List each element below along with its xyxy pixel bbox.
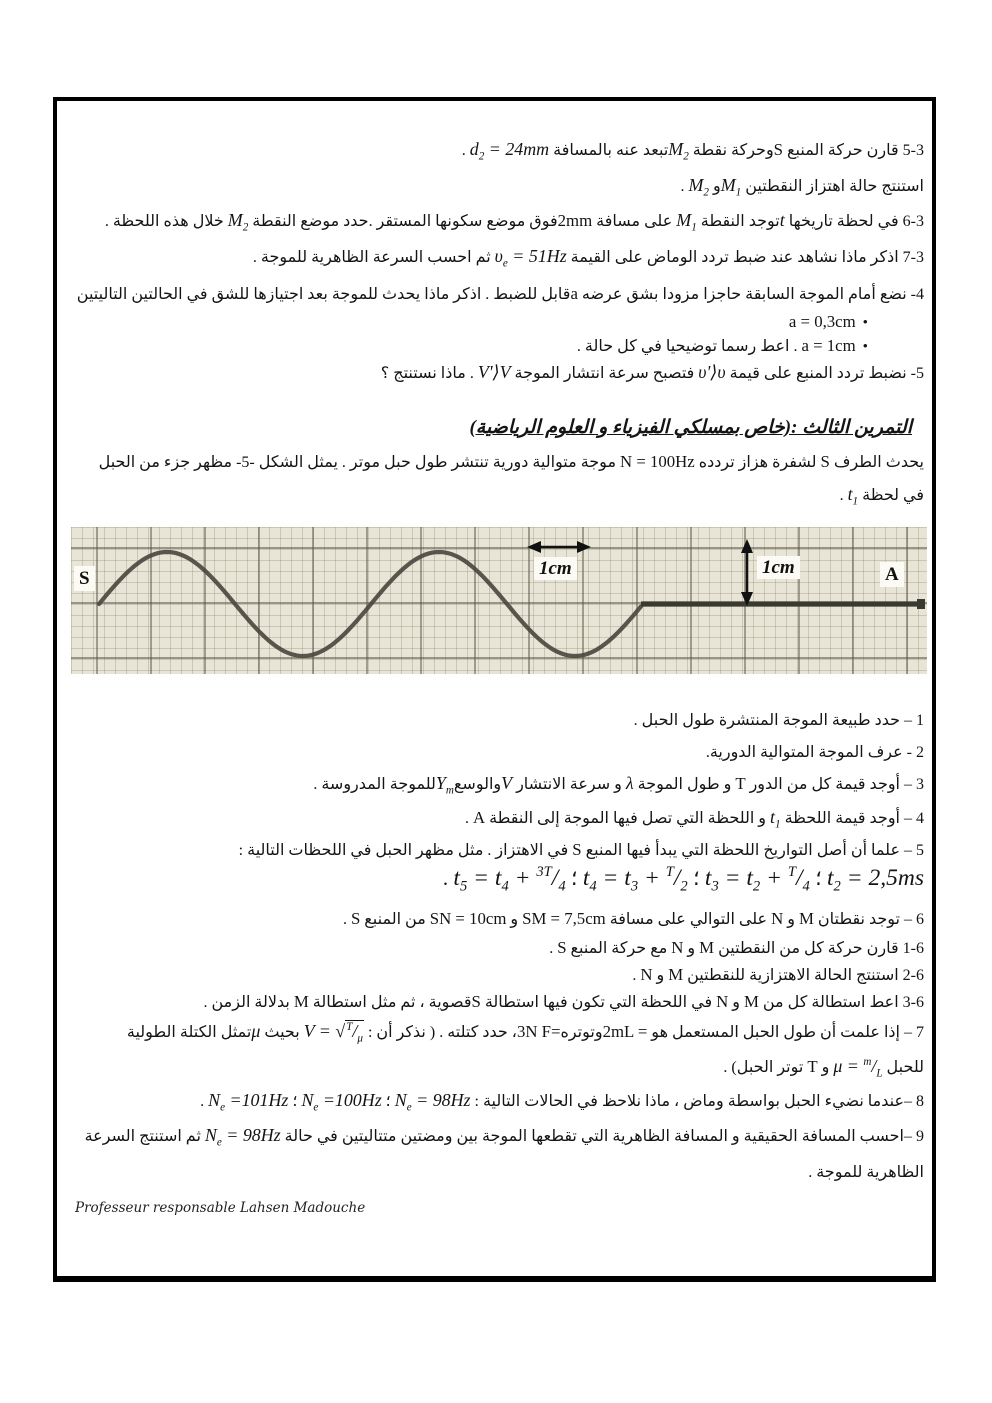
q4-case-1: •a = 0,3cm bbox=[788, 312, 868, 331]
question-6-3: 3-6 اعط استطالة كل من M و N في اللحظة التي تكون فيها استطالة Sقصوية ، ثم مثل استطالة M بدلالة الزمن . bbox=[203, 992, 924, 1011]
q3-5: 5-3 قارن حركة المنبع Sوحركة نقطة $M_2تبعد$ عنه بالمسافة $d_2 = 24mm$ . bbox=[461, 139, 924, 163]
question-9: 9 –احسب المسافة الحقيقية و المسافة الظاهرية التي تقطعها الموجة بين ومضتين متتاليتين في حالة $N_e = 98Hz$ ثم استنتج السرعة bbox=[84, 1125, 924, 1149]
question-7: 7 – إذا علمت أن طول الحبل المستعمل هو 2mL =وتوتره3N F=، حدد كتلته . ( نذكر أن : $V = √^T/_\mu$ بحيث μتمثل الكتلة الطولية bbox=[126, 1021, 924, 1045]
question-6-2: 2-6 استنتج الحالة الاهتزازية للنقطتين M و N . bbox=[632, 965, 924, 984]
question-1: 1 – حدد طبيعة الموجة المنتشرة طول الحبل . bbox=[633, 712, 924, 729]
question-6-1: 1-6 قارن حركة كل من النقطتين M و N مع حركة المنبع S . bbox=[549, 938, 924, 957]
question-9-b: الظاهرية للموجة . bbox=[808, 1164, 924, 1181]
q3-5-b: استنتج حالة اهتزاز النقطتين $M_1و$ $M_2$ . bbox=[680, 175, 924, 199]
question-4: 4 – أوجد قيمة اللحظة $t_1$ و اللحظة التي تصل فيها الموجة إلى النقطة A . bbox=[464, 807, 924, 831]
q3-6: 6-3 في لحظة تاريخها tتوجد النقطة $M_1$ على مسافة 2mmفوق موضع سكونها المستقر .حدد موضع النقطة $M_2$ خلال هذه اللحظة . bbox=[104, 210, 924, 234]
question-5: 5 – علما أن أصل التواريخ اللحظة التي يبدأ فيها المنبع S في الاهتزاز . مثل مظهر الحبل في اللحظات التالية : bbox=[238, 840, 924, 859]
end-point-label: A bbox=[880, 562, 904, 587]
intro-line-2: في لحظة $t_1$ . bbox=[839, 484, 924, 508]
q5: 5- نضبط تردد المنبع على قيمة υ'⟩υ فتصبح سرعة انتشار الموجة V'⟩V . ماذا نستنتج ؟ bbox=[380, 362, 924, 382]
footer-professor-credit: Professeur responsable Lahsen Madouche bbox=[75, 1200, 366, 1216]
q3-7: 7-3 اذكر ماذا نشاهد عند ضبط تردد الوماض على القيمة $\upsilon_e = 51Hz$ ثم احسب السرعة الظاهرية للموجة . bbox=[252, 246, 924, 270]
q4: 4- نضع أمام الموجة السابقة حاجزا مزودا بشق عرضه aقابل للضبط . اذكر ماذا يحدث للموجة بعد اجتيازها للشق في الحالتين التاليتين bbox=[76, 284, 924, 303]
question-7-b: للحبل $\mu = ^m/_L$ و T توتر الحبل) . bbox=[723, 1056, 924, 1080]
exercise-sheet bbox=[53, 97, 936, 1282]
question-3: 3 – أوجد قيمة كل من الدور T و طول الموجة λ و سرعة الانتشار VوالوسعY$_m$للموجة المدروسة . bbox=[313, 773, 924, 797]
source-point-label: S bbox=[74, 566, 95, 591]
horizontal-scale-label: 1cm bbox=[534, 557, 577, 580]
q4-case-2: •a = 1cm . اعط رسما توضيحيا في كل حالة . bbox=[576, 336, 868, 355]
exercise-3-title: التمرين الثالث :(خاص بمسلكي الفيزياء و العلوم الرياضية) bbox=[469, 417, 912, 438]
intro-line-1: يحدث الطرف S لشفرة هزاز تردده N = 100Hz موجة متوالية دورية تنتشر طول حبل موتر . يمثل الشكل -5- مظهر جزء من الحبل bbox=[98, 452, 924, 471]
question-2: 2 - عرف الموجة المتوالية الدورية. bbox=[705, 744, 924, 761]
question-6: 6 – توجد نقطتان M و N على التوالي على مسافة SM = 7,5cm و SN = 10cm من المنبع S . bbox=[342, 909, 924, 928]
rope-wave-figure bbox=[71, 527, 927, 674]
question-8: 8 –عندما نضيء الحبل بواسطة وماض ، ماذا نلاحظ في الحالات التالية : $N_e = 98Hz$ ؛ $N_e =100Hz$ ؛ $N_e =101Hz$ . bbox=[200, 1090, 924, 1114]
vertical-scale-label: 1cm bbox=[757, 556, 800, 579]
question-5-instants: $t_2 = 2,5ms$ ؛ $t_3 = t_2 + ^T/_4$ ؛ $t_4 = t_3 + ^T/_2$ ؛ $t_5 = t_4 + ^{3T}/_4$ . bbox=[442, 864, 924, 895]
wave-plot bbox=[71, 527, 927, 674]
